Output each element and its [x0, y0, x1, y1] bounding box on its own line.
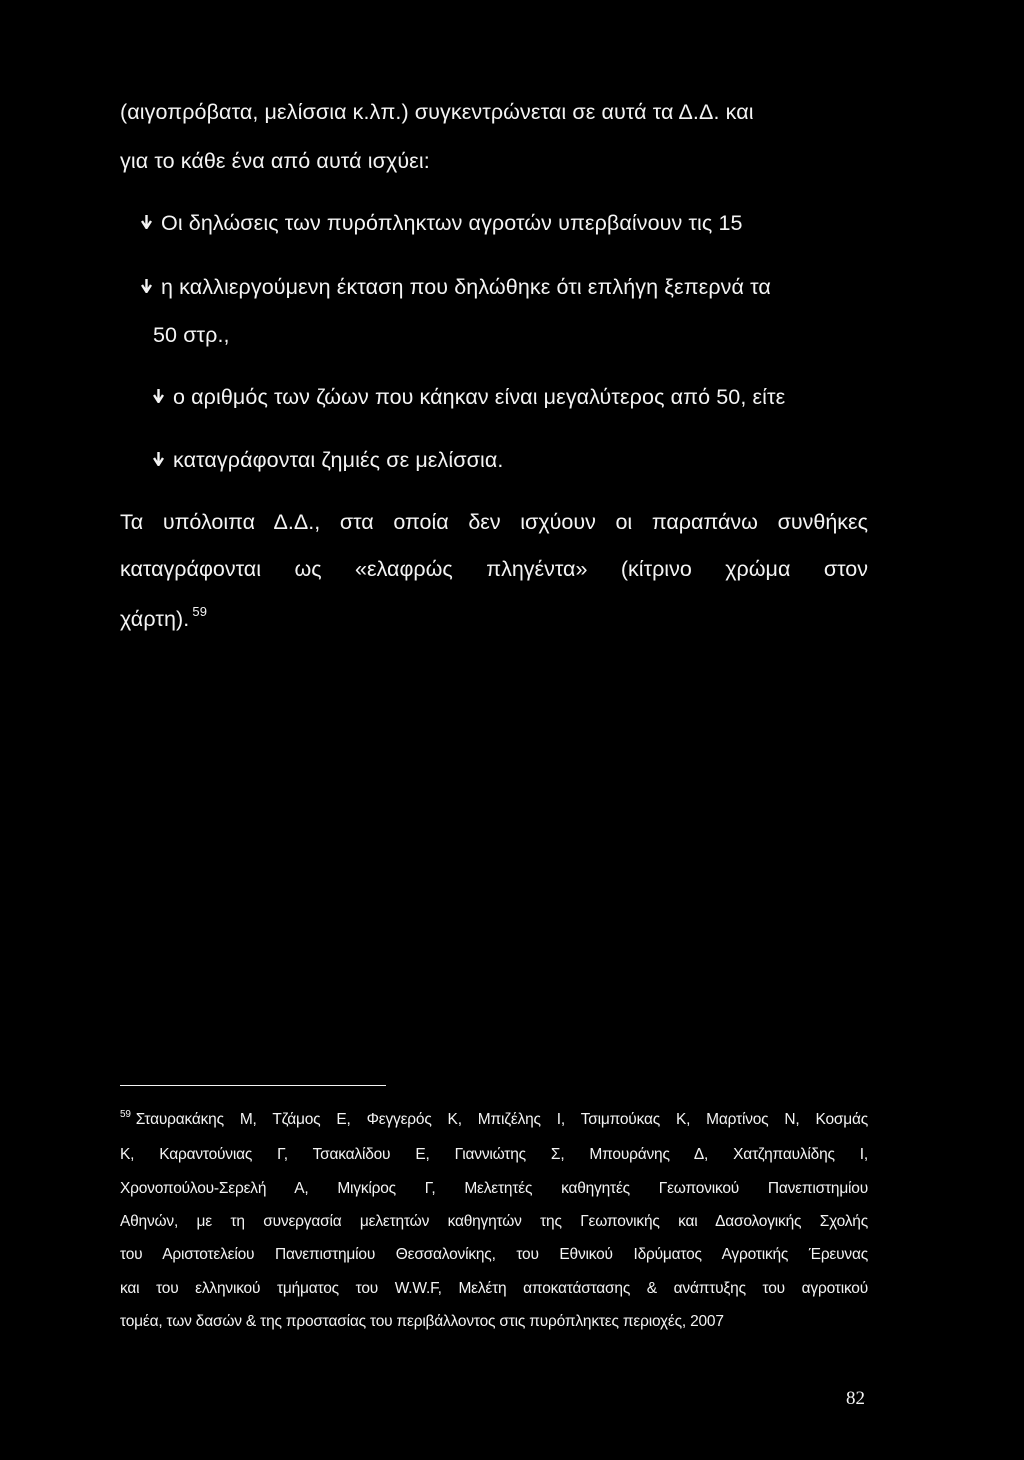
footnote-line: Χρονοπούλου-Σερελή Α, Μιγκίρος Γ, Μελετητές καθηγητές Γεωπονικού Πανεπιστημίου [120, 1180, 868, 1197]
body-line: για το κάθε ένα από αυτά ισχύει: [120, 149, 430, 173]
bullet-item [153, 448, 503, 473]
paragraph-line: καταγράφονται ως «ελαφρώς πληγέντα» (κίτρινο χρώμα στον [120, 557, 868, 581]
arrow-bullet-icon [141, 215, 152, 229]
bullet-text: Οι δηλώσεις των πυρόπληκτων αγροτών υπερβαίνουν τις 15 [161, 211, 743, 235]
paragraph-line: Τα υπόλοιπα Δ.Δ., στα οποία δεν ισχύουν οι παραπάνω συνθήκες [120, 510, 868, 534]
footnote-line: τομέα, των δασών & της προστασίας του περιβάλλοντος στις πυρόπληκτες περιοχές, 2007 [120, 1313, 724, 1330]
bullet-text: η καλλιεργούμενη έκταση που δηλώθηκε ότι επλήγη ξεπερνά τα [161, 275, 771, 299]
bullet-continuation: 50 στρ., [153, 323, 230, 347]
page-number: 82 [846, 1388, 865, 1409]
footnote-line: του Αριστοτελείου Πανεπιστημίου Θεσσαλονίκης, του Εθνικού Ιδρύματος Αγροτικής Έρευνας [120, 1246, 868, 1263]
paragraph-end-text: χάρτη). [120, 607, 190, 631]
footnote-separator [120, 1085, 386, 1086]
paragraph-line [120, 604, 207, 632]
bullet-item [141, 275, 771, 300]
bullet-item [153, 385, 785, 410]
footnote-reference: 59 [192, 604, 208, 619]
arrow-bullet-icon [141, 279, 152, 293]
footnote-line: και του ελληνικού τμήματος του W.W.F, Μελέτη αποκατάστασης & ανάπτυξης του αγροτικού [120, 1280, 868, 1297]
arrow-bullet-icon [153, 452, 164, 466]
footnote-line: Κ, Καραντούνιας Γ, Τσακαλίδου Ε, Γιαννιώτης Σ, Μπουράνης Δ, Χατζηπαυλίδης Ι, [120, 1146, 868, 1163]
footnote-text: Σταυρακάκης Μ, Τζάμος Ε, Φεγγερός Κ, Μπιζέλης Ι, Τσιμπούκας Κ, Μαρτίνος Ν, Κοσμάς [135, 1111, 868, 1128]
body-line: (αιγοπρόβατα, μελίσσια κ.λπ.) συγκεντρώνεται σε αυτά τα Δ.Δ. και [120, 100, 754, 124]
bullet-item [141, 211, 743, 236]
footnote-line: Αθηνών, με τη συνεργασία μελετητών καθηγητών της Γεωπονικής και Δασολογικής Σχολής [120, 1213, 868, 1230]
bullet-text: ο αριθμός των ζώων που κάηκαν είναι μεγαλύτερος από 50, είτε [173, 385, 786, 409]
arrow-bullet-icon [153, 389, 164, 403]
footnote-line [120, 1109, 868, 1129]
bullet-text: καταγράφονται ζημιές σε μελίσσια. [173, 448, 504, 472]
footnote-number: 59 [120, 1109, 131, 1120]
